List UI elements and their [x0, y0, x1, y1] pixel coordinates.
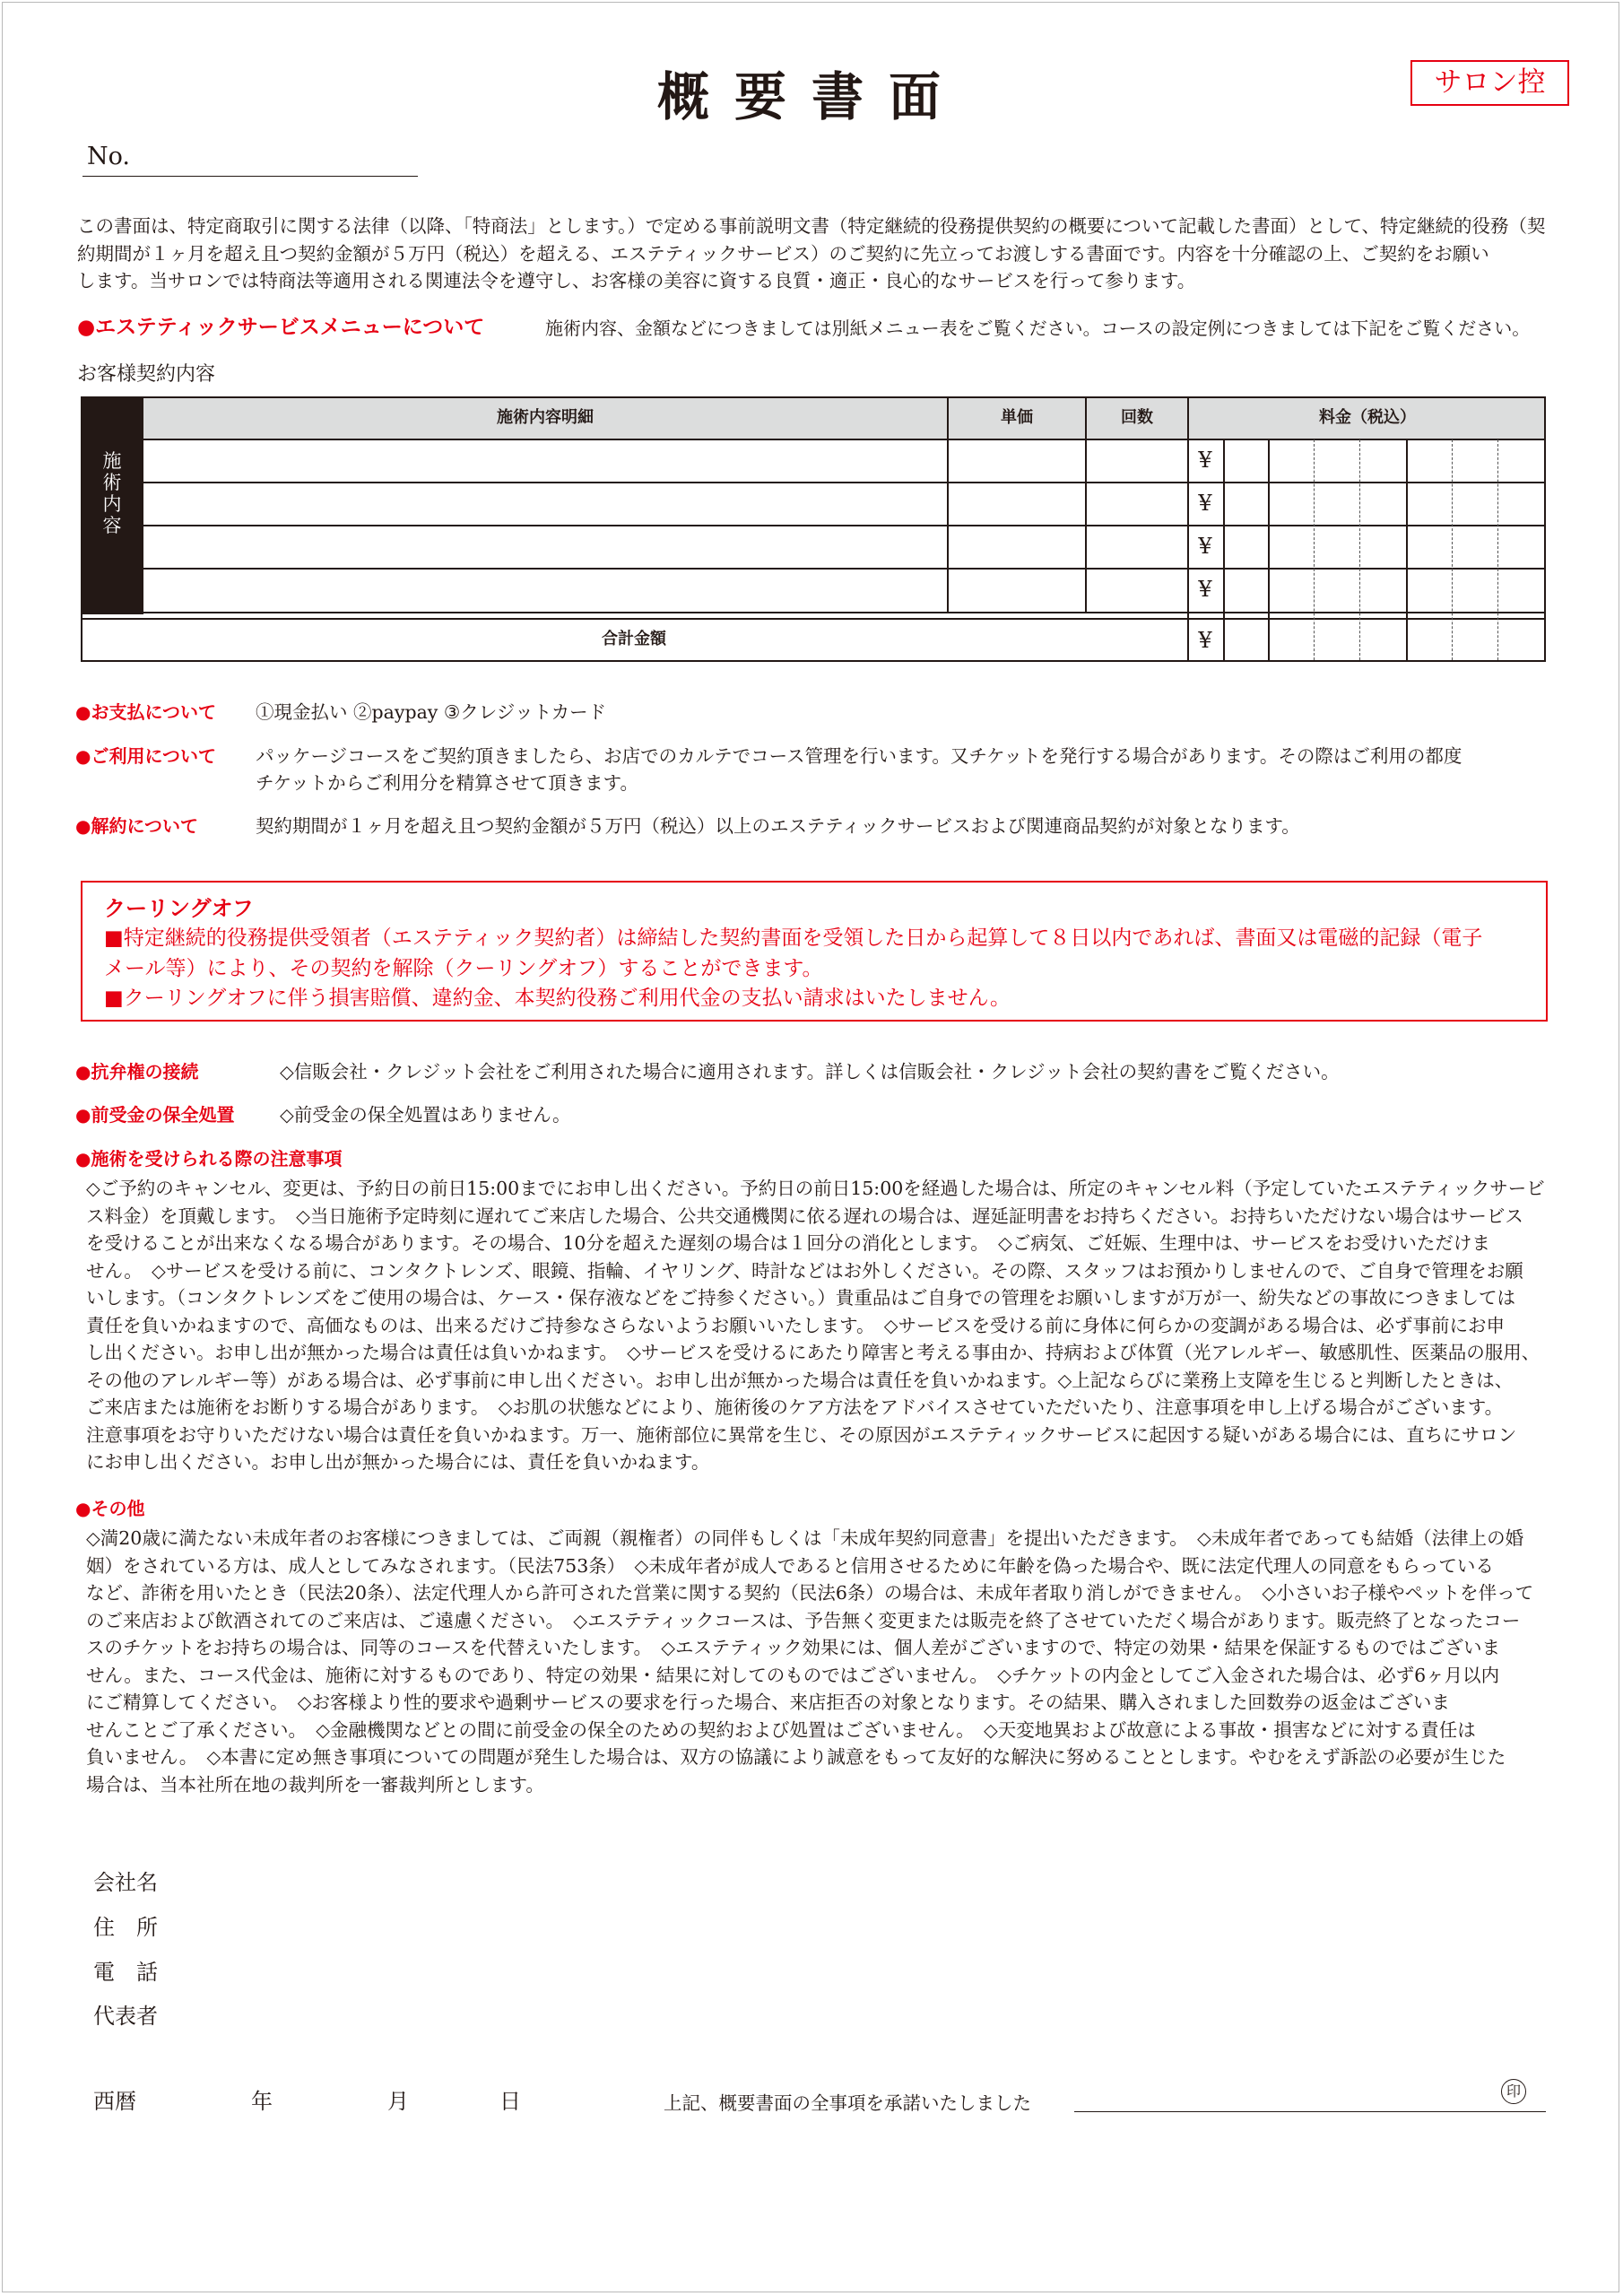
- address-label: 住 所: [93, 1915, 158, 1940]
- yen-sign: ¥: [1198, 491, 1212, 516]
- contract-side-label: 施 術 内 容: [81, 396, 143, 614]
- usage-heading: ●ご利用について: [75, 745, 217, 767]
- cancellation-heading: ●解約について: [75, 815, 199, 837]
- column-header-count: 回数: [1087, 396, 1187, 439]
- company-name-label: 会社名: [93, 1870, 158, 1895]
- defense-text: ◇信販会社・クレジット会社をご利用された場合に適用されます。詳しくは信販会社・クレジット会社の契約書をご覧ください。: [280, 1061, 1340, 1083]
- phone-label: 電 話: [93, 1960, 158, 1985]
- column-header-detail: 施術内容明細: [143, 396, 947, 439]
- contract-table: [81, 396, 1546, 662]
- prepaid-text: ◇前受金の保全処置はありません。: [280, 1104, 571, 1126]
- prepaid-heading: ●前受金の保全処置: [75, 1104, 235, 1126]
- day-label: 日: [499, 2089, 521, 2114]
- cooling-off-title: クーリングオフ: [104, 895, 254, 921]
- column-header-amount: 料金（税込）: [1189, 396, 1546, 439]
- consent-statement: 上記、概要書面の全事項を承諾いたしました: [664, 2092, 1031, 2114]
- document-number-label: No.: [87, 143, 130, 170]
- signature-field[interactable]: [1074, 2086, 1546, 2112]
- era-label: 西暦: [93, 2089, 136, 2114]
- yen-sign: ¥: [1198, 628, 1212, 653]
- cooling-off-line: ■クーリングオフに伴う損害賠償、違約金、本契約役務ご利用代金の支払い請求はいたしません。: [104, 987, 1011, 1010]
- representative-label: 代表者: [93, 2004, 158, 2029]
- total-label: 合計金額: [602, 630, 666, 648]
- page-title: 概要書面: [656, 66, 966, 127]
- yen-sign: ¥: [1198, 534, 1212, 559]
- cooling-off-box: [81, 881, 1548, 1022]
- intro-paragraph: [77, 213, 1553, 295]
- cancellation-text: 契約期間が１ヶ月を超え且つ契約金額が５万円（税込）以上のエステティックサービスおよび関連商品契約が対象となります。: [256, 815, 1300, 837]
- intro-line: します。当サロンでは特商法等適用される関連法令を遵守し、お客様の美容に資する良質・適正・良心的なサービスを行って参ります。: [77, 270, 1196, 291]
- salon-copy-badge: サロン控: [1410, 60, 1569, 106]
- menu-section-heading: ●エステティックサービスメニューについて: [77, 315, 485, 339]
- cooling-off-line: ■特定継続的役務提供受領者（エステティック契約者）は締結した契約書面を受領した日から起算して８日以内であれば、書面又は電磁的記録（電子: [104, 926, 1483, 950]
- seal-mark: 印: [1501, 2079, 1526, 2104]
- precautions-heading: ●施術を受けられる際の注意事項: [75, 1148, 343, 1170]
- precautions-text: ◇ご予約のキャンセル、変更は、予約日の前日15:00までにお申し出ください。予約日の前日15:00を経過した場合は、所定のキャンセル料（予定していたエステティックサービ ス料金）を頂戴します。 ◇当日施術予定時刻に遅れてご来店した場合、公共交通機関に依る遅れの場合は、遅延証明書をお持ちください。お持ちいただけない場合はサービス を受けることが出来なくなる場合があります。その場合、10分を超えた遅刻の場合は１回分の消化とします。 ◇ご病気、ご妊娠、生理中は、サービスをお受けいただけま せん。 ◇サービスを受ける前に、コンタクトレンズ、眼鏡、指輪、イヤリング、時計などはお外しください。その際、スタッフはお預かりしませんので、ご自身で管理をお願 いします。（コンタクトレンズをご使用の場合は、ケース・保存液などをご持参ください。）貴重品はご自身での管理をお願いしますが万が一、紛失などの事故につきましては 責任を負いかねますので、高価なものは、出来るだけご持参なさらないようお願いいたします。 ◇サービスを受ける前に身体に何らかの変調がある場合は、必ず事前にお申 し出ください。お申し出が無かった場合は責任は負いかねます。 ◇サービスを受けるにあたり障害と考える事由か、持病および体質（光アレルギー、敏感肌性、医薬品の服用、 その他のアレルギー等）がある場合は、必ず事前に申し出ください。お申し出が無かった場合は責任を負いかねます。◇上記ならびに業務上支障を生じると判断したときは、 ご来店または施術をお断りする場合があります。 ◇お肌の状態などにより、施術後のケア方法をアドバイスさせていただいたり、注意事項を申し上げる場合がございます。 注意事項をお守りいただけない場合は責任を負いかねます。万一、施術部位に異常を生じ、その原因がエステティックサービスに起因する疑いがある場合には、直ちにサロン にお申し出ください。お申し出が無かった場合には、責任を負いかねます。: [86, 1178, 1545, 1473]
- payment-heading: ●お支払について: [75, 701, 217, 723]
- column-header-unit-price: 単価: [949, 396, 1085, 439]
- defense-heading: ●抗弁権の接続: [75, 1061, 199, 1083]
- document-number-field[interactable]: [82, 140, 418, 177]
- usage-text: パッケージコースをご契約頂きましたら、お店でのカルテでコース管理を行います。又チケットを発行する場合があります。その際はご利用の都度 チケットからご利用分を精算させて頂きます。: [256, 745, 1462, 794]
- payment-methods: ①現金払い ②paypay ③クレジットカード: [256, 701, 607, 723]
- other-heading: ●その他: [75, 1498, 145, 1519]
- contract-label: お客様契約内容: [77, 363, 216, 386]
- yen-sign: ¥: [1198, 448, 1212, 473]
- cooling-off-line: メール等）により、その契約を解除（クーリングオフ）することができます。: [104, 956, 823, 980]
- menu-section-note: 施術内容、金額などにつきましては別紙メニュー表をご覧ください。コースの設定例につきましては下記をご覧ください。: [545, 317, 1531, 339]
- month-label: 月: [387, 2089, 409, 2114]
- intro-line: この書面は、特定商取引に関する法律（以降、「特商法」とします。）で定める事前説明文書（特定継続的役務提供契約の概要について記載した書面）として、特定継続的役務（契: [77, 215, 1546, 237]
- intro-line: 約期間が１ヶ月を超え且つ契約金額が５万円（税込）を超える、エステティックサービス）のご契約に先立ってお渡しする書面です。内容を十分確認の上、ご契約をお願い: [77, 242, 1489, 265]
- other-text: ◇満20歳に満たない未成年者のお客様につきましては、ご両親（親権者）の同伴もしくは「未成年契約同意書」を提出いただきます。 ◇未成年者であっても結婚（法律上の婚 姻）をされている方は、成人としてみなされます。（民法753条） ◇未成年者が成人であると信用させるために年齢を偽った場合や、既に法定代理人の同意をもらっている など、詐術を用いたとき（民法20条）、法定代理人から許可された営業に関する契約（民法6条）の場合は、未成年者取り消しができません。 ◇小さいお子様やペットを伴って のご来店および飲酒されてのご来店は、ご遠慮ください。 ◇エステティックコースは、予告無く変更または販売を終了させていただく場合があります。販売終了となったコー スのチケットをお持ちの場合は、同等のコースを代替えいたします。 ◇エステティック効果には、個人差がございますので、特定の効果・結果を保証するものではございま せん。また、コース代金は、施術に対するものであり、特定の効果・結果に対してのものではございません。 ◇チケットの内金としてご入金された場合は、必ず6ヶ月以内 にご精算してください。 ◇お客様より性的要求や過剰サービスの要求を行った場合、来店拒否の対象となります。その結果、購入されました回数券の返金はございま せんことご了承ください。 ◇金融機関などとの間に前受金の保全のための契約および処置はございません。 ◇天変地異および故意による事故・損害などに対する責任は 負いません。 ◇本書に定め無き事項についての問題が発生した場合は、双方の協議により誠意をもって友好的な解決に努めることとします。やむをえず訴訟の必要が生じた 場合は、当本社所在地の裁判所を一審裁判所とします。: [86, 1527, 1534, 1796]
- yen-sign: ¥: [1198, 577, 1212, 602]
- year-label: 年: [251, 2089, 273, 2114]
